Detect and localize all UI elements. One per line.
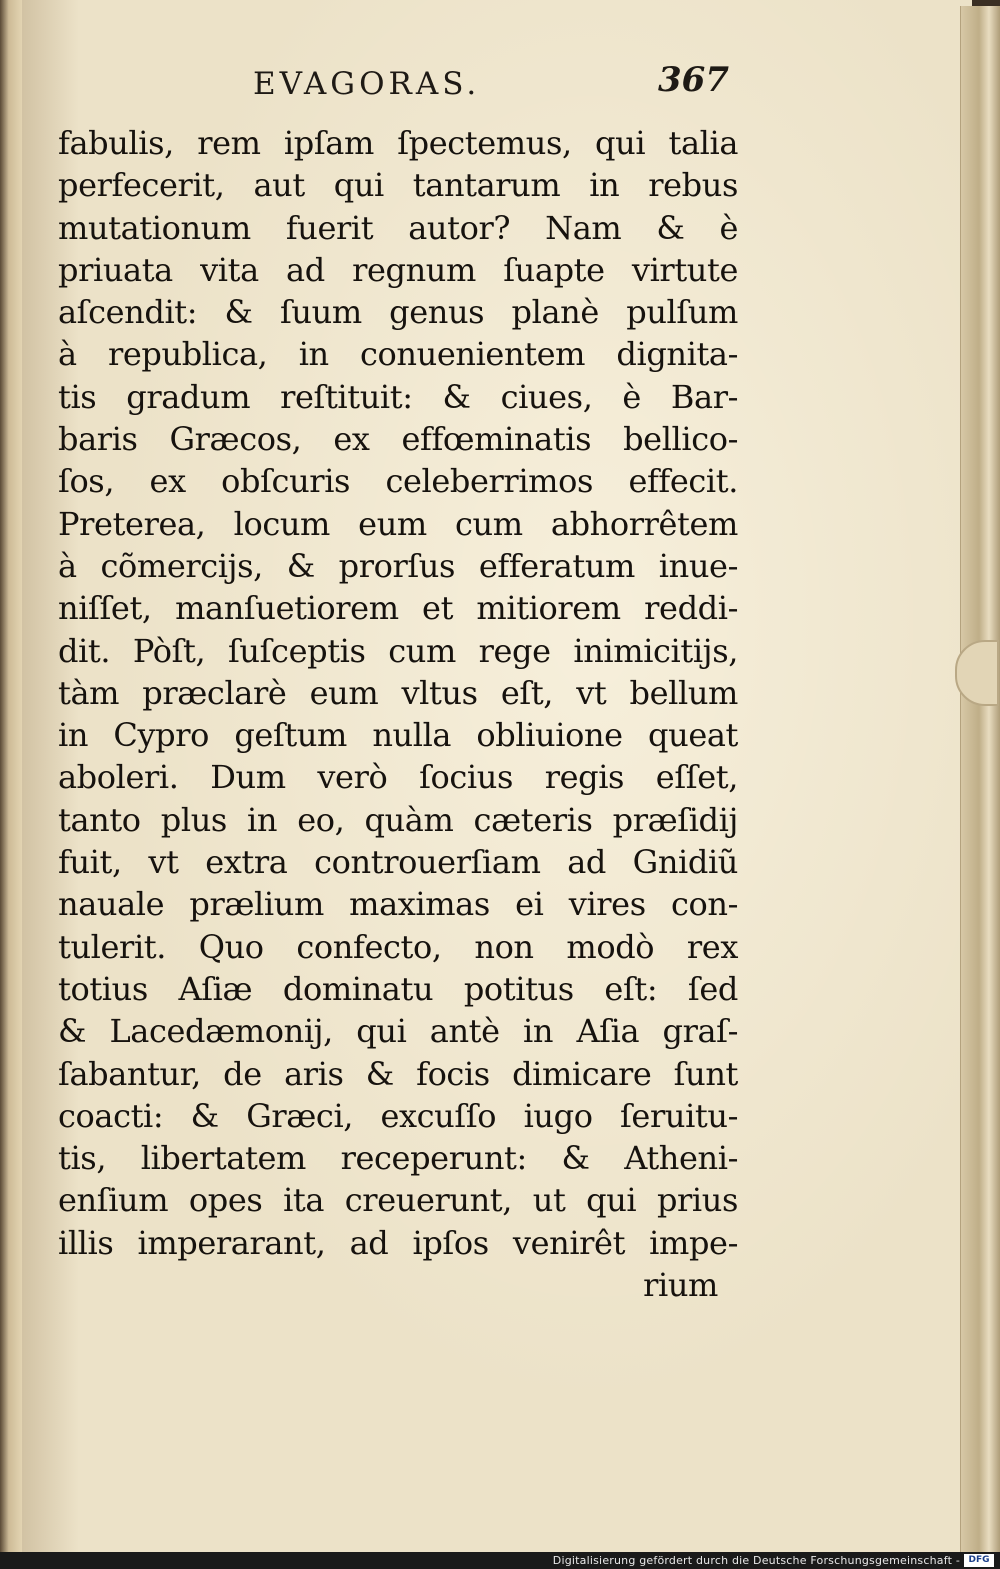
text-line: dit. Pòſt, ſuſceptis cum rege inimicitijs, xyxy=(58,631,738,670)
text-line: tis, libertatem receperunt: & Atheni- xyxy=(58,1139,738,1178)
text-line: coacti: & Græci, excuſſo iugo ſeruitu- xyxy=(58,1096,738,1135)
funding-credit: Digitalisierung gefördert durch die Deutsche Forschungsgemeinschaft - xyxy=(552,1554,960,1567)
running-head: EVAGORAS. xyxy=(253,66,481,102)
text-line: nauale prælium maximas ei vires con- xyxy=(58,885,738,924)
page-header xyxy=(0,60,1000,116)
text-line: in Cypro geſtum nulla obliuione queat xyxy=(58,716,738,755)
catchword: rium xyxy=(643,1266,718,1305)
text-line: mutationum fuerit autor? Nam & è xyxy=(58,208,738,247)
text-line: aſcendit: & ſuum genus planè pulſum xyxy=(58,293,738,332)
page-fore-edge xyxy=(960,6,1000,1552)
text-line: à cõmercijs, & prorſus efferatum inue- xyxy=(58,546,738,585)
text-line: aboleri. Dum verò ſocius regis eſſet, xyxy=(58,758,738,797)
text-line: baris Græcos, ex effœminatis bellico- xyxy=(58,420,738,459)
text-line: tis gradum reſtituit: & ciues, è Bar- xyxy=(58,377,738,416)
text-line: fuit, vt extra controuerſiam ad Gnidiũ xyxy=(58,843,738,882)
book-gutter xyxy=(0,0,22,1569)
text-line: enſium opes ita creuerunt, ut qui prius xyxy=(58,1181,738,1220)
text-line: niſſet, manſuetiorem et mitiorem reddi- xyxy=(58,589,738,628)
text-line: & Lacedæmonij, qui antè in Aſia graſ- xyxy=(58,1012,738,1051)
text-line: à republica, in conuenientem dignita- xyxy=(58,335,738,374)
text-line: priuata vita ad regnum ſuapte virtute xyxy=(58,250,738,289)
text-line: tulerit. Quo confecto, non modò rex xyxy=(58,927,738,966)
text-line: ſabantur, de aris & focis dimicare ſunt xyxy=(58,1054,738,1093)
text-line: tàm præclarè eum vltus eſt, vt bellum xyxy=(58,673,738,712)
dfg-logo: DFG xyxy=(964,1554,994,1567)
text-line: tanto plus in eo, quàm cæteris præſidij xyxy=(58,800,738,839)
text-line: illis imperarant, ad ipſos venirêt impe- xyxy=(58,1223,738,1262)
text-line: totius Aſiæ dominatu potitus eſt: ſed xyxy=(58,969,738,1008)
body-text xyxy=(58,122,738,1306)
text-line: perfecerit, aut qui tantarum in rebus xyxy=(58,166,738,205)
text-line: fabulis, rem ipſam ſpectemus, qui talia xyxy=(58,124,738,162)
digitization-footer xyxy=(0,1552,1000,1569)
text-line: ſos, ex obſcuris celeberrimos effecit. xyxy=(58,462,738,501)
page-number: 367 xyxy=(658,60,729,100)
text-line: Preterea, locum eum cum abhorrêtem xyxy=(58,504,738,543)
